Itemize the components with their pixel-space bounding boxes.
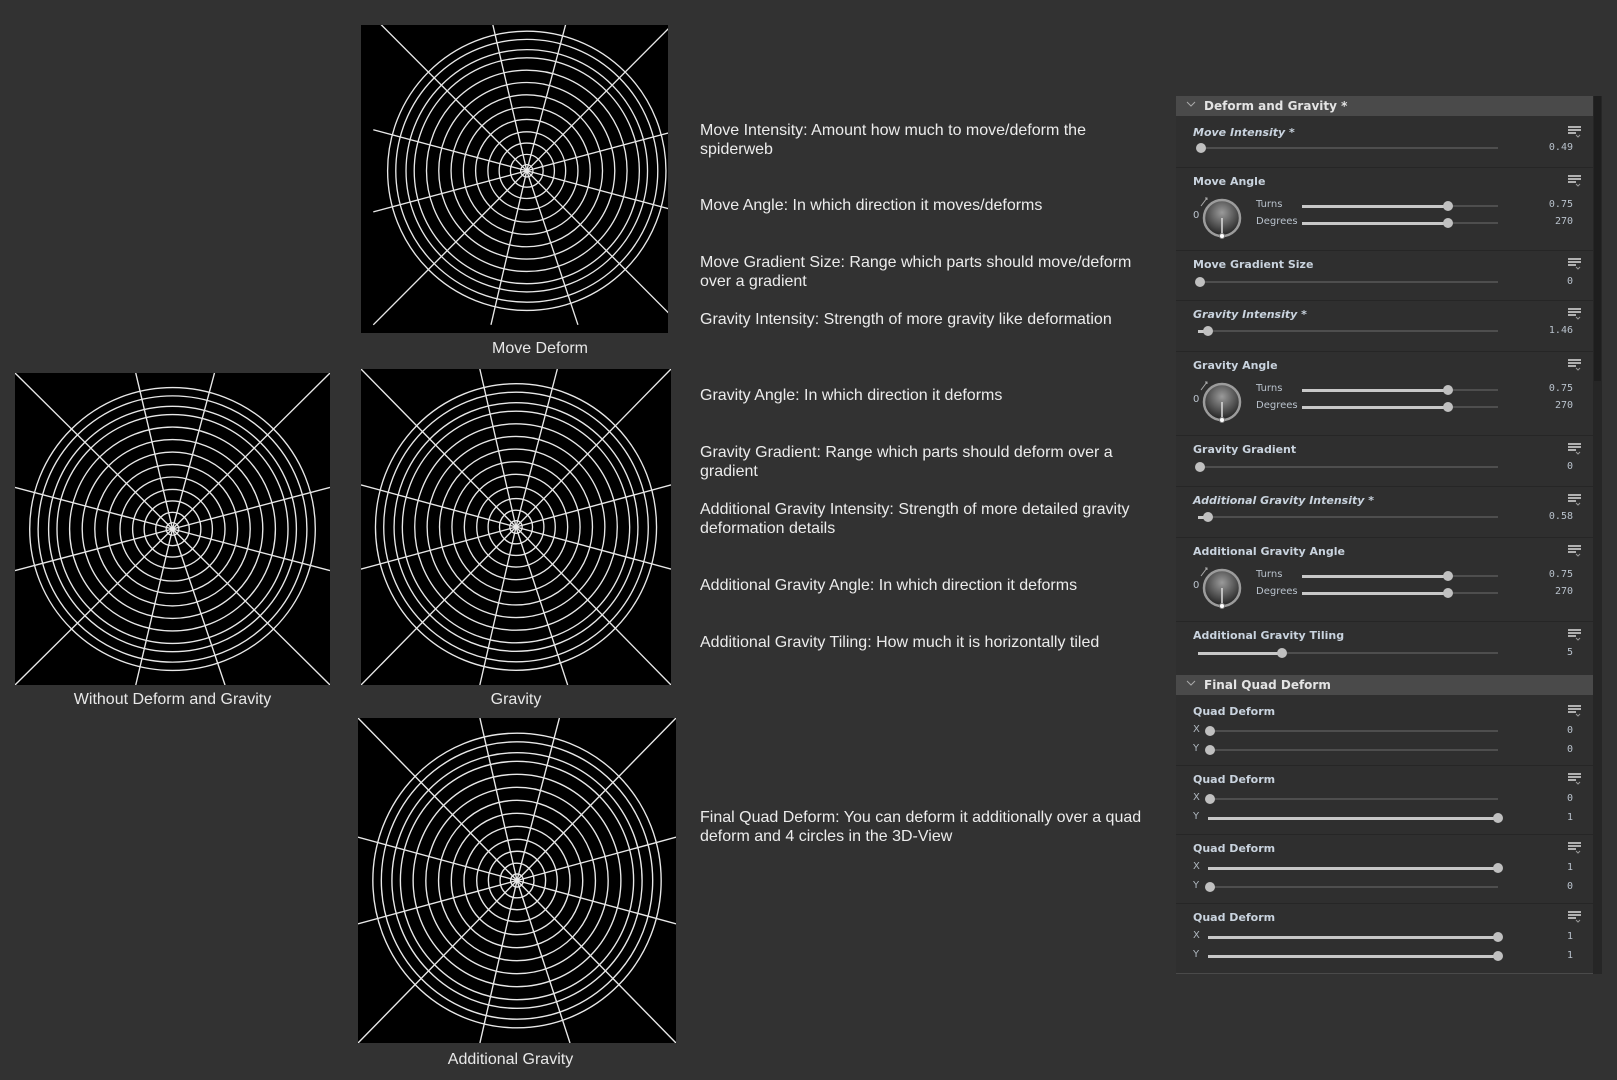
param-label: Gravity Intensity * bbox=[1193, 308, 1307, 321]
degrees-label: Degrees bbox=[1256, 586, 1298, 597]
turns-value[interactable]: 0.75 bbox=[1548, 569, 1573, 580]
y-label: Y bbox=[1193, 949, 1200, 960]
desc-move-angle: Move Angle: In which direction it moves/deforms bbox=[700, 197, 1043, 214]
desc-add-gravity-angle: Additional Gravity Angle: In which direction it deforms bbox=[700, 577, 1078, 594]
desc-add-gravity-intensity: Additional Gravity Intensity: Strength of more detailed gravity deformation details bbox=[700, 501, 1130, 537]
degrees-value[interactable]: 270 bbox=[1554, 586, 1573, 597]
image-without-deform bbox=[15, 373, 330, 685]
slider-knob[interactable] bbox=[1493, 813, 1503, 823]
param-menu-icon[interactable] bbox=[1568, 358, 1581, 371]
turns-label: Turns bbox=[1256, 569, 1283, 580]
turns-label: Turns bbox=[1256, 383, 1283, 394]
slider-knob[interactable] bbox=[1493, 863, 1503, 873]
angle-dial[interactable] bbox=[1198, 562, 1246, 610]
param-menu-icon[interactable] bbox=[1568, 307, 1581, 320]
desc-gravity-angle: Gravity Angle: In which direction it deforms bbox=[700, 387, 1003, 404]
param-menu-icon[interactable] bbox=[1568, 442, 1581, 455]
slider-add-gravity-intensity[interactable] bbox=[1198, 516, 1498, 518]
x-label: X bbox=[1193, 861, 1200, 872]
param-move-gradient-size bbox=[1176, 251, 1593, 301]
slider-knob[interactable] bbox=[1203, 512, 1213, 522]
desc-gravity-gradient: Gravity Gradient: Range which parts should deform over a gradient bbox=[700, 444, 1113, 480]
angle-dial[interactable] bbox=[1198, 192, 1246, 240]
param-menu-icon[interactable] bbox=[1568, 257, 1581, 270]
degrees-value[interactable]: 270 bbox=[1554, 400, 1573, 411]
slider-knob[interactable] bbox=[1443, 201, 1453, 211]
param-move-angle bbox=[1176, 168, 1593, 251]
slider-gravity-gradient[interactable] bbox=[1198, 466, 1498, 468]
slider-knob[interactable] bbox=[1205, 745, 1215, 755]
slider-turns[interactable] bbox=[1302, 205, 1498, 207]
slider-knob[interactable] bbox=[1443, 402, 1453, 412]
param-quad-deform-4 bbox=[1176, 904, 1593, 974]
param-add-gravity-intensity bbox=[1176, 487, 1593, 538]
slider-knob[interactable] bbox=[1277, 648, 1287, 658]
x-value[interactable]: 0 bbox=[1566, 793, 1573, 804]
y-value[interactable]: 0 bbox=[1566, 881, 1573, 892]
desc-add-gravity-tiling: Additional Gravity Tiling: How much it is horizontally tiled bbox=[700, 634, 1100, 651]
value[interactable]: 0 bbox=[1566, 276, 1573, 287]
slider-y[interactable] bbox=[1208, 955, 1498, 957]
slider-knob[interactable] bbox=[1443, 385, 1453, 395]
slider-knob[interactable] bbox=[1443, 588, 1453, 598]
caption-move-deform: Move Deform bbox=[491, 340, 589, 357]
slider-y[interactable] bbox=[1208, 817, 1498, 819]
value[interactable]: 5 bbox=[1566, 647, 1573, 658]
param-quad-deform-2 bbox=[1176, 766, 1593, 835]
x-label: X bbox=[1193, 792, 1200, 803]
slider-knob[interactable] bbox=[1196, 143, 1206, 153]
section-header-final-quad-deform[interactable] bbox=[1176, 675, 1593, 695]
param-label: Quad Deform bbox=[1193, 773, 1276, 786]
slider-turns[interactable] bbox=[1302, 389, 1498, 391]
slider-knob[interactable] bbox=[1205, 794, 1215, 804]
value[interactable]: 1.46 bbox=[1548, 325, 1573, 336]
param-label: Move Intensity * bbox=[1193, 126, 1295, 139]
slider-add-gravity-tiling[interactable] bbox=[1198, 652, 1498, 654]
slider-knob[interactable] bbox=[1443, 218, 1453, 228]
value[interactable]: 0 bbox=[1566, 461, 1573, 472]
dial-zero-label: 0 bbox=[1193, 210, 1200, 221]
section-title: Deform and Gravity * bbox=[1204, 99, 1348, 113]
x-value[interactable]: 1 bbox=[1566, 931, 1573, 942]
degrees-value[interactable]: 270 bbox=[1554, 216, 1573, 227]
turns-value[interactable]: 0.75 bbox=[1548, 383, 1573, 394]
chevron-down-icon bbox=[1186, 99, 1196, 109]
y-value[interactable]: 1 bbox=[1566, 812, 1573, 823]
value[interactable]: 0.49 bbox=[1548, 142, 1573, 153]
slider-knob[interactable] bbox=[1443, 571, 1453, 581]
param-label: Quad Deform bbox=[1193, 911, 1276, 924]
x-label: X bbox=[1193, 930, 1200, 941]
caption-additional-gravity: Additional Gravity bbox=[447, 1051, 574, 1068]
properties-panel bbox=[1176, 96, 1593, 974]
param-label: Move Angle bbox=[1193, 175, 1266, 188]
dial-zero-label: 0 bbox=[1193, 394, 1200, 405]
slider-knob[interactable] bbox=[1493, 951, 1503, 961]
param-menu-icon[interactable] bbox=[1568, 772, 1581, 785]
param-menu-icon[interactable] bbox=[1568, 125, 1581, 138]
slider-knob[interactable] bbox=[1203, 326, 1213, 336]
param-label: Quad Deform bbox=[1193, 705, 1276, 718]
param-menu-icon[interactable] bbox=[1568, 910, 1581, 923]
slider-knob[interactable] bbox=[1195, 462, 1205, 472]
param-label: Move Gradient Size bbox=[1193, 258, 1314, 271]
param-label: Quad Deform bbox=[1193, 842, 1276, 855]
param-gravity-angle bbox=[1176, 352, 1593, 436]
slider-y[interactable] bbox=[1208, 886, 1498, 888]
param-add-gravity-angle bbox=[1176, 538, 1593, 622]
param-gravity-gradient bbox=[1176, 436, 1593, 487]
caption-gravity: Gravity bbox=[490, 691, 542, 708]
slider-x[interactable] bbox=[1208, 936, 1498, 938]
image-move-deform bbox=[361, 25, 668, 333]
param-label: Additional Gravity Angle bbox=[1193, 545, 1345, 558]
slider-degrees[interactable] bbox=[1302, 592, 1498, 594]
dial-zero-label: 0 bbox=[1193, 580, 1200, 591]
param-quad-deform-3 bbox=[1176, 835, 1593, 904]
slider-degrees[interactable] bbox=[1302, 222, 1498, 224]
x-value[interactable]: 0 bbox=[1566, 725, 1573, 736]
desc-move-intensity: Move Intensity: Amount how much to move/deform the spiderweb bbox=[700, 122, 1086, 158]
angle-dial[interactable] bbox=[1198, 376, 1246, 424]
param-menu-icon[interactable] bbox=[1568, 841, 1581, 854]
slider-knob[interactable] bbox=[1205, 726, 1215, 736]
param-menu-icon[interactable] bbox=[1568, 174, 1581, 187]
param-add-gravity-tiling bbox=[1176, 622, 1593, 673]
param-move-intensity bbox=[1176, 119, 1593, 168]
y-value[interactable]: 0 bbox=[1566, 744, 1573, 755]
degrees-label: Degrees bbox=[1256, 216, 1298, 227]
param-menu-icon[interactable] bbox=[1568, 493, 1581, 506]
param-menu-icon[interactable] bbox=[1568, 628, 1581, 641]
section-header-deform-gravity[interactable] bbox=[1176, 96, 1593, 116]
param-label: Additional Gravity Intensity * bbox=[1193, 494, 1375, 507]
desc-gravity-intensity: Gravity Intensity: Strength of more gravity like deformation bbox=[700, 311, 1112, 328]
caption-without-deform: Without Deform and Gravity bbox=[73, 691, 272, 708]
image-additional-gravity bbox=[358, 718, 676, 1043]
param-menu-icon[interactable] bbox=[1568, 704, 1581, 717]
slider-move-intensity[interactable] bbox=[1198, 147, 1498, 149]
param-quad-deform-1 bbox=[1176, 698, 1593, 766]
desc-final-quad-deform: Final Quad Deform: You can deform it additionally over a quad deform and 4 circles in the 3D-View bbox=[700, 809, 1142, 845]
slider-knob[interactable] bbox=[1493, 932, 1503, 942]
slider-x[interactable] bbox=[1208, 867, 1498, 869]
param-label: Additional Gravity Tiling bbox=[1193, 629, 1345, 642]
slider-move-gradient-size[interactable] bbox=[1198, 281, 1498, 283]
slider-gravity-intensity[interactable] bbox=[1198, 330, 1498, 332]
slider-turns[interactable] bbox=[1302, 575, 1498, 577]
turns-value[interactable]: 0.75 bbox=[1548, 199, 1573, 210]
slider-x[interactable] bbox=[1208, 798, 1498, 800]
param-label: Gravity Gradient bbox=[1193, 443, 1297, 456]
x-value[interactable]: 1 bbox=[1566, 862, 1573, 873]
image-gravity bbox=[361, 369, 671, 685]
value[interactable]: 0.58 bbox=[1548, 511, 1573, 522]
chevron-down-icon bbox=[1186, 678, 1196, 688]
param-menu-icon[interactable] bbox=[1568, 544, 1581, 557]
param-gravity-intensity bbox=[1176, 301, 1593, 352]
desc-move-gradient-size: Move Gradient Size: Range which parts should move/deform over a gradient bbox=[700, 254, 1132, 290]
degrees-label: Degrees bbox=[1256, 400, 1298, 411]
slider-knob[interactable] bbox=[1195, 277, 1205, 287]
param-label: Gravity Angle bbox=[1193, 359, 1278, 372]
y-label: Y bbox=[1193, 880, 1200, 891]
turns-label: Turns bbox=[1256, 199, 1283, 210]
section-title: Final Quad Deform bbox=[1204, 678, 1331, 692]
y-label: Y bbox=[1193, 743, 1200, 754]
slider-knob[interactable] bbox=[1205, 882, 1215, 892]
slider-x[interactable] bbox=[1208, 730, 1498, 732]
y-value[interactable]: 1 bbox=[1566, 950, 1573, 961]
x-label: X bbox=[1193, 724, 1200, 735]
y-label: Y bbox=[1193, 811, 1200, 822]
panel-scrollbar-thumb[interactable] bbox=[1594, 96, 1601, 381]
slider-degrees[interactable] bbox=[1302, 406, 1498, 408]
slider-y[interactable] bbox=[1208, 749, 1498, 751]
